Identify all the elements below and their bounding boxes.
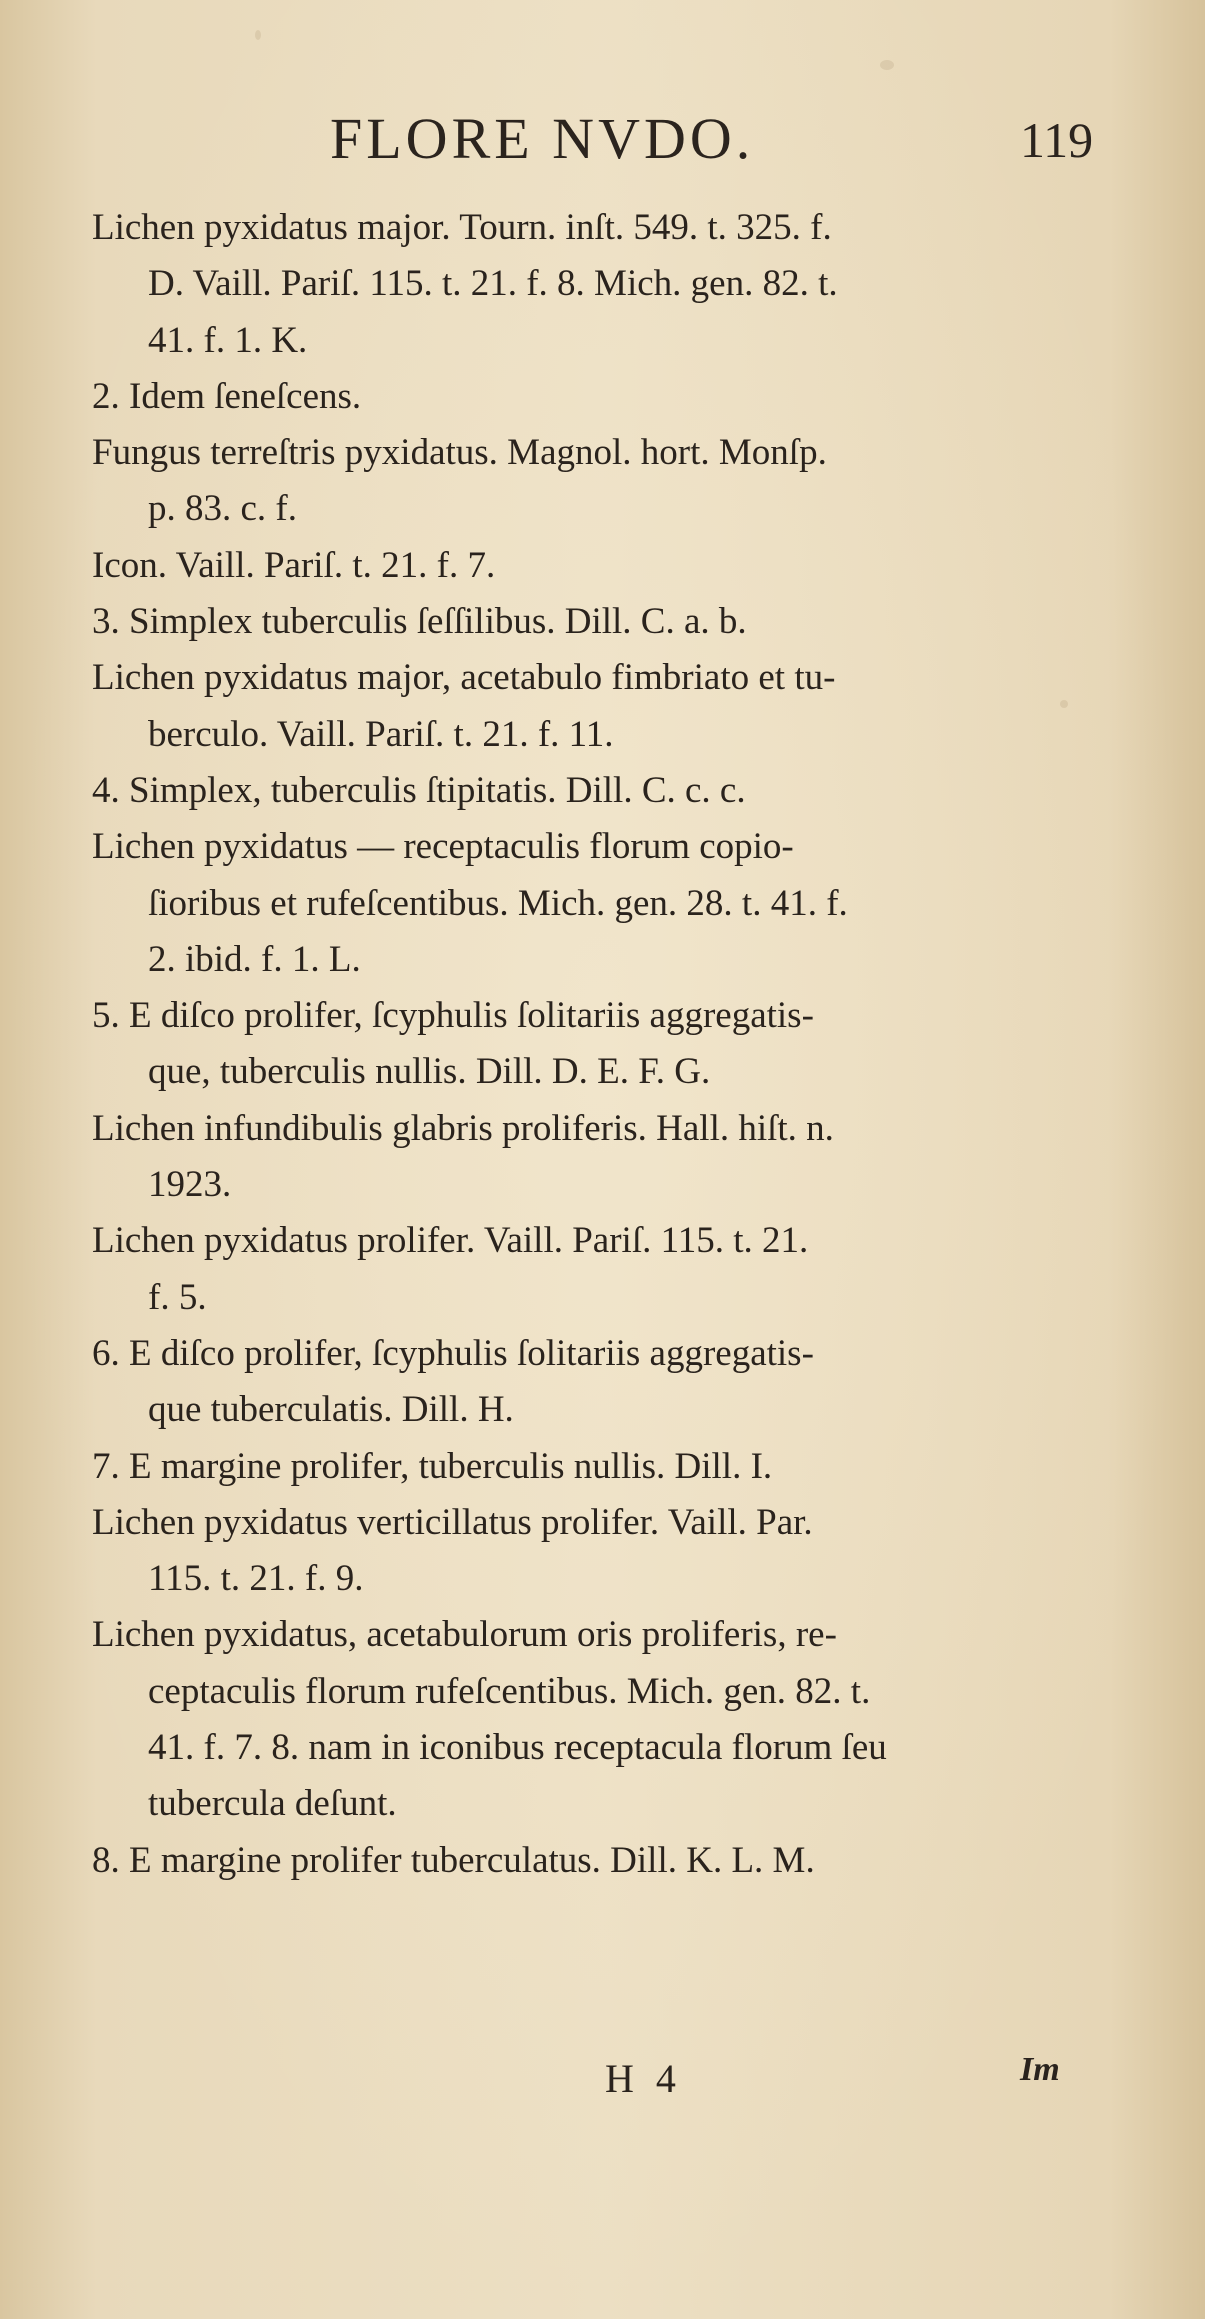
entry-lichen-infundibulis: Lichen infundibulis glabris proliferis. Hall. hiſt. n. 1923.: [92, 1107, 834, 1206]
entry-lichen-receptaculis: Lichen pyxidatus — receptaculis florum copio- ſioribus et rufeſcentibus. Mich. gen. 28. t. 41. f. 2. ibid. f. 1. L.: [92, 826, 848, 980]
entry-3-simplex-sessilibus: 3. Simplex tuberculis ſeſſilibus. Dill. C. a. b.: [92, 601, 747, 643]
entry-6-e-disco-tuberculatis: 6. E diſco prolifer, ſcyphulis ſolitariis aggregatis- que tuberculatis. Dill. H.: [92, 1332, 814, 1431]
entry-icon-vaill: Icon. Vaill. Pariſ. t. 21. f. 7.: [92, 544, 496, 586]
entry-lichen-acetabulorum: Lichen pyxidatus, acetabulorum oris proliferis, re- ceptaculis florum rufeſcentibus. Mich. gen. 82. t. 41. f. 7. 8. nam in iconibus receptacula florum ſeu tubercula deſunt.: [92, 1614, 887, 1825]
entry-lichen-verticillatus: Lichen pyxidatus verticillatus prolifer. Vaill. Par. 115. t. 21. f. 9.: [92, 1501, 813, 1600]
catchword: Im: [1020, 2051, 1060, 2088]
running-title: FLORE NVDO.: [330, 106, 755, 171]
entry-lichen-prolifer-vaill: Lichen pyxidatus prolifer. Vaill. Pariſ. 115. t. 21. f. 5.: [92, 1220, 809, 1318]
entry-lichen-pyxidatus-major: Lichen pyxidatus major. Tourn. inſt. 549. t. 325. f. D. Vaill. Pariſ. 115. t. 21. f. 8. Mich. gen. 82. t. 41. f. 1. K.: [92, 207, 838, 361]
paper-stain: [255, 30, 261, 40]
entry-lichen-acetabulo-fimbriato: Lichen pyxidatus major, acetabulo fimbriato et tu- berculo. Vaill. Pariſ. t. 21. f. 11.: [92, 657, 836, 755]
entry-fungus-terrestris: Fungus terreſtris pyxidatus. Magnol. hort. Monſp. p. 83. c. f.: [92, 432, 827, 530]
entry-4-simplex-stipitatis: 4. Simplex, tuberculis ſtipitatis. Dill. C. c. c.: [92, 769, 746, 811]
entry-5-e-disco-prolifer: 5. E diſco prolifer, ſcyphulis ſolitariis aggregatis- que, tuberculis nullis. Dill. D. E. F. G.: [92, 995, 814, 1093]
page-body: [92, 200, 1112, 1889]
paper-stain: [880, 60, 894, 70]
page-number: 119: [1020, 112, 1094, 168]
entry-8-e-margine-tuberculatus: 8. E margine prolifer tuberculatus. Dill. K. L. M.: [92, 1839, 815, 1881]
page-header: [0, 105, 1205, 175]
page-footer: [0, 2051, 1205, 2115]
entry-7-e-margine-prolifer: 7. E margine prolifer, tuberculis nullis. Dill. I.: [92, 1445, 773, 1487]
entry-2-idem-senescens: 2. Idem ſeneſcens.: [92, 375, 362, 417]
signature-mark: H 4: [605, 2056, 682, 2101]
